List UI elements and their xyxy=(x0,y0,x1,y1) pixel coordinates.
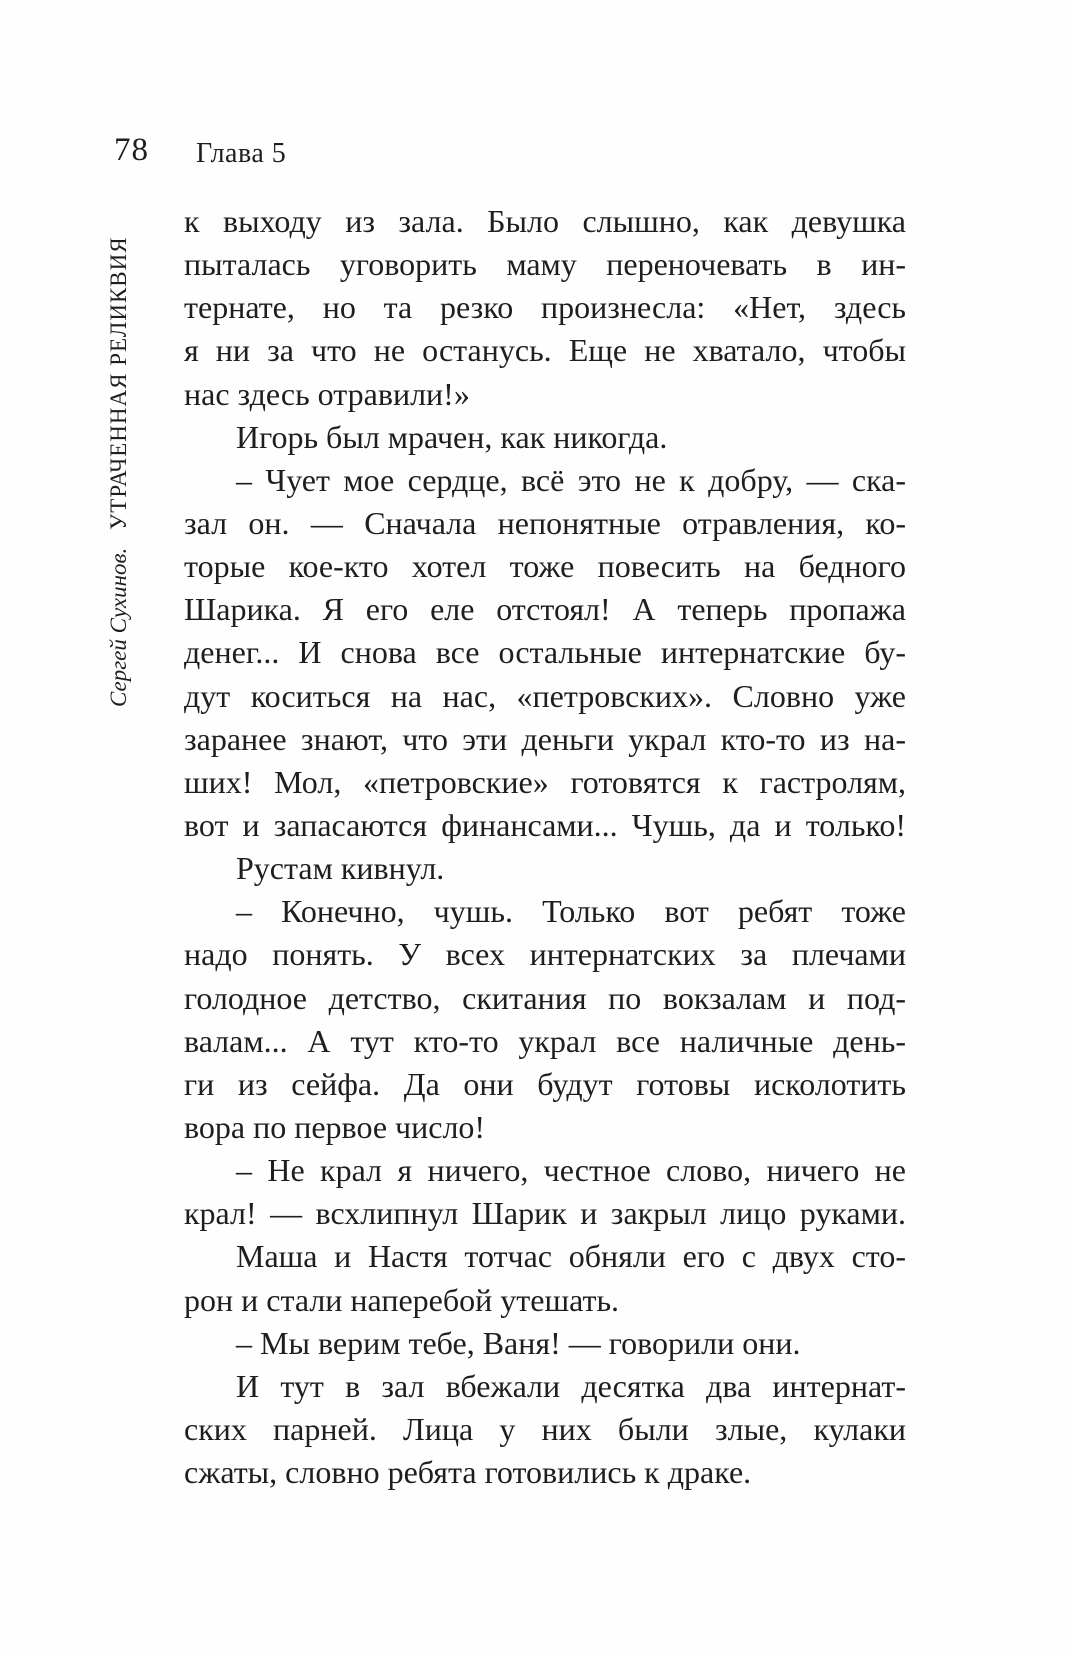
body-text xyxy=(184,200,906,1494)
text-line: – Конечно, чушь. Только вот ребят тоже xyxy=(236,893,906,930)
text-line: дут коситься на нас, «петровских». Словно уже xyxy=(184,677,906,714)
text-line: пыталась уговорить маму переночевать в ин- xyxy=(184,246,906,283)
text-line: голодное детство, скитания по вокзалам и под- xyxy=(184,979,906,1016)
page-number: 78 xyxy=(114,132,149,168)
text-line: – Не крал я ничего, честное слово, ничего не xyxy=(236,1152,906,1189)
text-line: вора по первое число! xyxy=(184,1108,486,1145)
author-name: Сергей Сухинов. xyxy=(106,547,131,707)
text-line: к выходу из зала. Было слышно, как девушка xyxy=(184,203,906,239)
text-line: И тут в зал вбежали десятка два интернат- xyxy=(236,1367,906,1404)
text-line: вот и запасаются финансами... Чушь, да и только! xyxy=(184,806,906,843)
text-line: сжаты, словно ребята готовились к драке. xyxy=(184,1454,752,1491)
text-line: – Мы верим тебе, Ваня! — говорили они. xyxy=(236,1324,801,1361)
text-line: ги из сейфа. Да они будут готовы исколотить xyxy=(184,1065,906,1102)
text-line: ских парней. Лица у них были злые, кулаки xyxy=(184,1410,906,1447)
text-line: Шарика. Я его еле отстоял! А теперь пропажа xyxy=(184,591,906,628)
text-line: валам... А тут кто-то украл все наличные день- xyxy=(184,1022,906,1059)
chapter-label: Глава 5 xyxy=(196,138,287,169)
text-line: я ни за что не останусь. Еще не хватало, чтобы xyxy=(184,332,906,369)
book-title: УТРАЧЕННАЯ РЕЛИКВИЯ xyxy=(106,236,131,530)
spine-caption xyxy=(106,195,144,707)
text-line: Рустам кивнул. xyxy=(236,850,445,887)
text-line: – Чует мое сердце, всё это не к добру, — ска- xyxy=(236,461,906,498)
text-line: рон и стали наперебой утешать. xyxy=(184,1281,620,1318)
text-line: торые кое-кто хотел тоже повесить на бедного xyxy=(184,548,906,585)
text-line: Маша и Настя тотчас обняли его с двух сто- xyxy=(236,1238,906,1275)
text-line: тернате, но та резко произнесла: «Нет, здесь xyxy=(184,289,906,326)
text-line: ших! Мол, «петровские» готовятся к гастролям, xyxy=(184,763,906,800)
text-line: заранее знают, что эти деньги украл кто-то из на- xyxy=(184,720,906,757)
text-line: зал он. — Сначала непонятные отравления, ко- xyxy=(184,504,906,541)
text-line: денег... И снова все остальные интернатские бу- xyxy=(184,634,906,671)
text-line: надо понять. У всех интернатских за плечами xyxy=(184,936,906,973)
text-line: Игорь был мрачен, как никогда. xyxy=(236,418,668,455)
text-line: крал! — всхлипнул Шарик и закрыл лицо руками. xyxy=(184,1195,906,1232)
text-line: нас здесь отравили!» xyxy=(184,375,470,412)
